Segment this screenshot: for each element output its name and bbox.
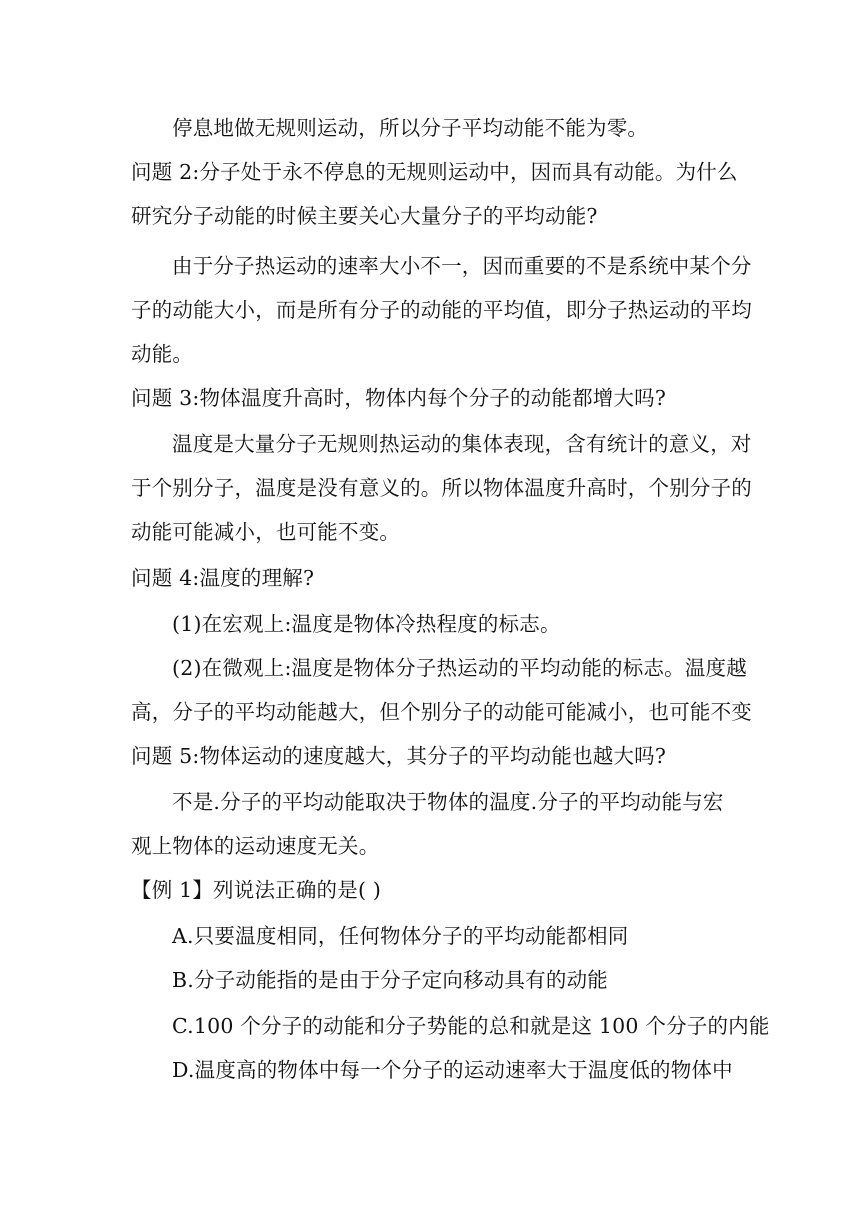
answer-2-line-1: 由于分子热运动的速率大小不一，因而重要的不是系统中某个分 (172, 254, 752, 278)
answer-5-line-1: 不是.分子的平均动能取决于物体的温度.分子的平均动能与宏 (172, 790, 724, 814)
example-1-heading: 【例 1】列说法正确的是( ) (131, 878, 382, 902)
text-line-continuation: 停息地做无规则运动，所以分子平均动能不能为零。 (172, 116, 649, 140)
question-2-heading-cont: 研究分子动能的时候主要关心大量分子的平均动能? (131, 204, 598, 228)
option-a: A.只要温度相同，任何物体分子的平均动能都相同 (172, 924, 629, 948)
option-d: D.温度高的物体中每一个分子的运动速率大于温度低的物体中 (172, 1058, 733, 1082)
answer-2-line-3: 动能。 (131, 342, 194, 366)
answer-5-line-2: 观上物体的运动速度无关。 (131, 834, 380, 858)
answer-4-item-1: (1)在宏观上:温度是物体冷热程度的标志。 (172, 612, 561, 636)
answer-3-line-3: 动能可能减小，也可能不变。 (131, 520, 401, 544)
answer-4-item-2: (2)在微观上:温度是物体分子热运动的平均动能的标志。温度越 (172, 656, 747, 680)
answer-4-item-2-cont: 高，分子的平均动能越大，但个别分子的动能可能减小，也可能不变 (131, 700, 752, 724)
question-5-heading: 问题 5:物体运动的速度越大，其分子的平均动能也越大吗? (131, 744, 667, 768)
question-3-heading: 问题 3:物体温度升高时，物体内每个分子的动能都增大吗? (131, 386, 667, 410)
answer-2-line-2: 子的动能大小，而是所有分子的动能的平均值，即分子热运动的平均 (131, 298, 752, 322)
answer-3-line-1: 温度是大量分子无规则热运动的集体表现，含有统计的意义，对 (172, 432, 752, 456)
option-b: B.分子动能指的是由于分子定向移动具有的动能 (172, 968, 608, 992)
question-2-heading: 问题 2:分子处于永不停息的无规则运动中，因而具有动能。为什么 (131, 160, 738, 184)
option-c: C.100 个分子的动能和分子势能的总和就是这 100 个分子的内能 (172, 1014, 770, 1038)
question-4-heading: 问题 4:温度的理解? (131, 566, 315, 590)
answer-3-line-2: 于个别分子，温度是没有意义的。所以物体温度升高时，个别分子的 (131, 476, 752, 500)
